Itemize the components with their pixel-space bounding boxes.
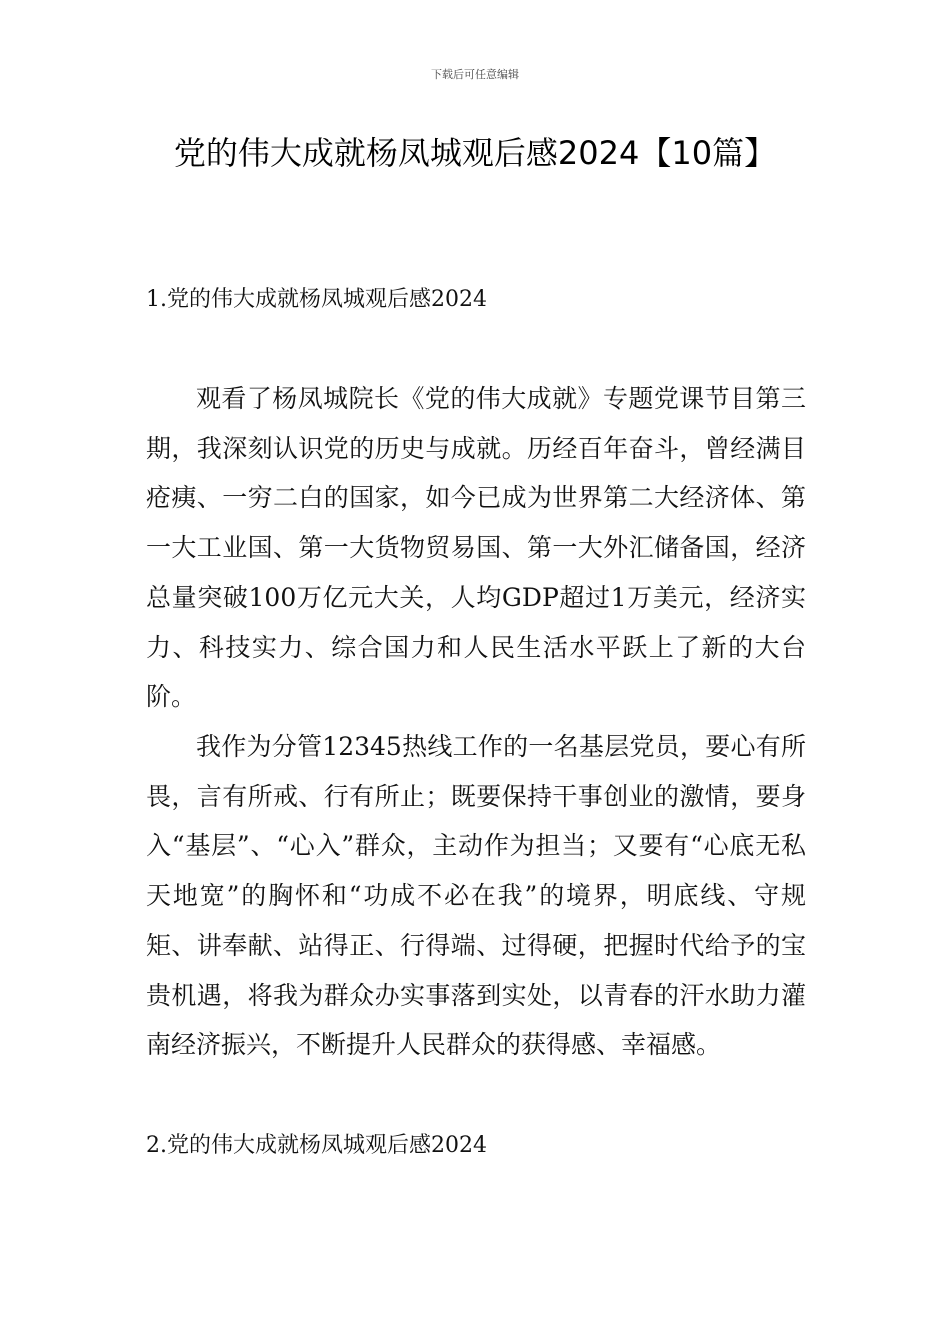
body-paragraph-2: 我作为分管12345热线工作的一名基层党员，要心有所畏，言有所戒、行有所止；既要保持干事创业的激情，要身入“基层”、“心入”群众，主动作为担当；又要有“心底无私天地宽”的胸怀和“功成不必在我”的境界，明底线、守规矩、讲奉献、站得正、行得端、过得硬，把握时代给予的宝贵机遇，将我为群众办实事落到实处，以青春的汗水助力灌南经济振兴，不断提升人民群众的获得感、幸福感。 xyxy=(146,732,806,1060)
section-heading-2: 2.党的伟大成就杨凤城观后感2024 xyxy=(146,1133,487,1158)
section-heading-1: 1.党的伟大成就杨凤城观后感2024 xyxy=(146,287,487,312)
header-note: 下载后可任意编辑 xyxy=(431,68,519,81)
body-paragraph-1: 观看了杨凤城院长《党的伟大成就》专题党课节目第三期，我深刻认识党的历史与成就。历经百年奋斗，曾经满目疮痍、一穷二白的国家，如今已成为世界第二大经济体、第一大工业国、第一大货物贸易国、第一大外汇储备国，经济总量突破100万亿元大关，人均GDP超过1万美元，经济实力、科技实力、综合国力和人民生活水平跃上了新的大台阶。 xyxy=(146,384,806,712)
document-title: 党的伟大成就杨凤城观后感2024【10篇】 xyxy=(173,134,777,172)
